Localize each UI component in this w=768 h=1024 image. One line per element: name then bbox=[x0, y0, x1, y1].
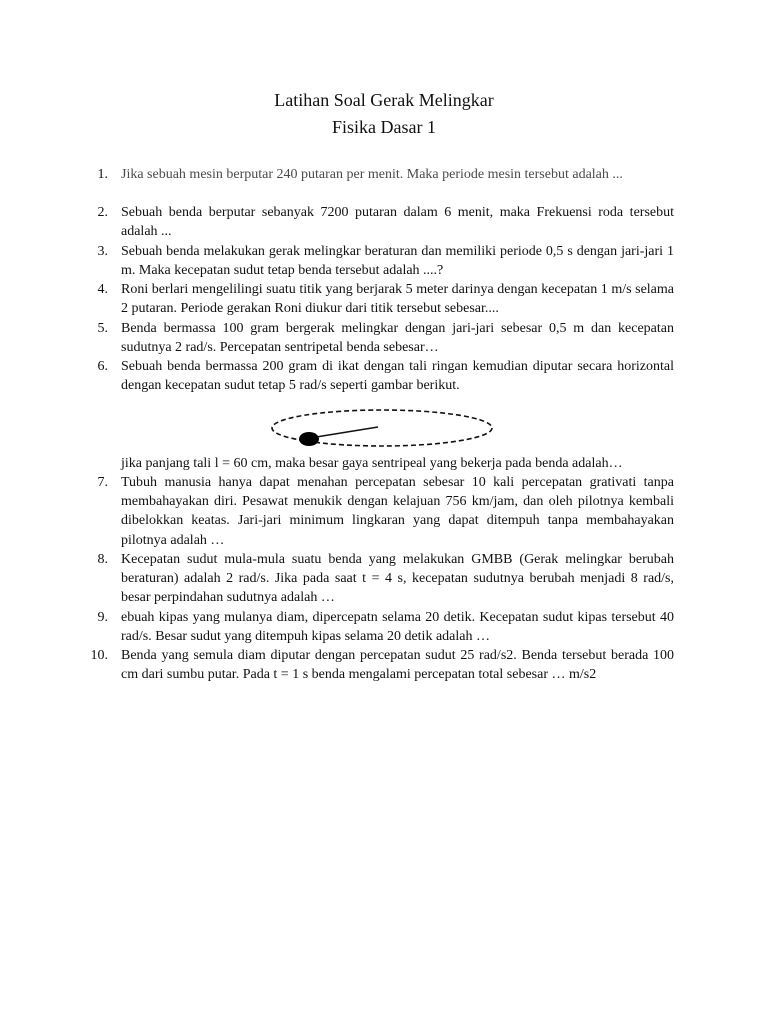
string-line bbox=[310, 427, 378, 438]
question-text: Sebuah benda bermassa 200 gram di ikat dengan tali ringan kemudian diputar secara horizontal dengan kecepatan sudut tetap 5 rad/s seperti gambar berikut. bbox=[121, 359, 674, 394]
question-number: 2. bbox=[97, 205, 108, 220]
question-text: Roni berlari mengelilingi suatu titik yang berjarak 5 meter darinya dengan kecepatan 1 m/s selama 2 putaran. Periode gerakan Roni diukur dari titik tersebut sebesar.... bbox=[121, 282, 674, 317]
question-number: 8. bbox=[97, 552, 108, 567]
question-number: 3. bbox=[97, 244, 108, 259]
question-text: Benda yang semula diam diputar dengan percepatan sudut 25 rad/s2. Benda tersebut berada 100 cm dari sumbu putar. Pada t = 1 s benda mengalami percepatan total sebesar … m/s2 bbox=[121, 648, 674, 683]
question-number: 4. bbox=[97, 282, 108, 297]
question-text: Kecepatan sudut mula-mula suatu benda yang melakukan GMBB (Gerak melingkar berubah beraturan) adalah 2 rad/s. Jika pada saat t = 4 s, kecepatan sudutnya berubah menjadi 8 rad/s, besar perpindahan sudutnya adalah … bbox=[121, 552, 674, 606]
question-text: Benda bermassa 100 gram bergerak melingkar dengan jari-jari sebesar 0,5 m dan kecepatan sudutnya 2 rad/s. Percepatan sentripetal benda sebesar… bbox=[121, 321, 674, 356]
document-title: Latihan Soal Gerak Melingkar bbox=[274, 90, 494, 110]
question-text: Sebuah benda melakukan gerak melingkar beraturan dan memiliki periode 0,5 s dengan jari-jari 1 m. Maka kecepatan sudut tetap benda tersebut adalah ....? bbox=[121, 244, 674, 279]
question-number: 1. bbox=[97, 167, 108, 182]
question-text: Sebuah benda berputar sebanyak 7200 putaran dalam 6 menit, maka Frekuensi roda tersebut adalah ... bbox=[121, 205, 674, 240]
question-text: ebuah kipas yang mulanya diam, dipercepatn selama 20 detik. Kecepatan sudut kipas tersebut 40 rad/s. Besar sudut yang ditempuh kipas selama 20 detik adalah … bbox=[121, 610, 674, 645]
question-number: 10. bbox=[90, 648, 108, 663]
question-number: 9. bbox=[97, 610, 108, 625]
question-text: Tubuh manusia hanya dapat menahan percepatan sebesar 10 kali percepatan grativati tanpa membahayakan diri. Pesawat menukik dengan kelajuan 756 km/jam, dan oleh pilotnya kembali dibelokkan keatas. Jari-jari minimum lingkaran yang dapat ditempuh tanpa membahayakan pilotnya adalah … bbox=[121, 475, 674, 548]
question-number: 6. bbox=[97, 359, 108, 374]
question-text: Jika sebuah mesin berputar 240 putaran per menit. Maka periode mesin tersebut adalah ... bbox=[121, 167, 623, 182]
question-6-continuation: jika panjang tali l = 60 cm, maka besar gaya sentripeal yang bekerja pada benda adalah… bbox=[121, 456, 623, 471]
question-number: 5. bbox=[97, 321, 108, 336]
circular-motion-figure bbox=[270, 405, 495, 449]
document-subtitle: Fisika Dasar 1 bbox=[332, 117, 436, 137]
mass-ball bbox=[299, 432, 319, 446]
question-number: 7. bbox=[97, 475, 108, 490]
